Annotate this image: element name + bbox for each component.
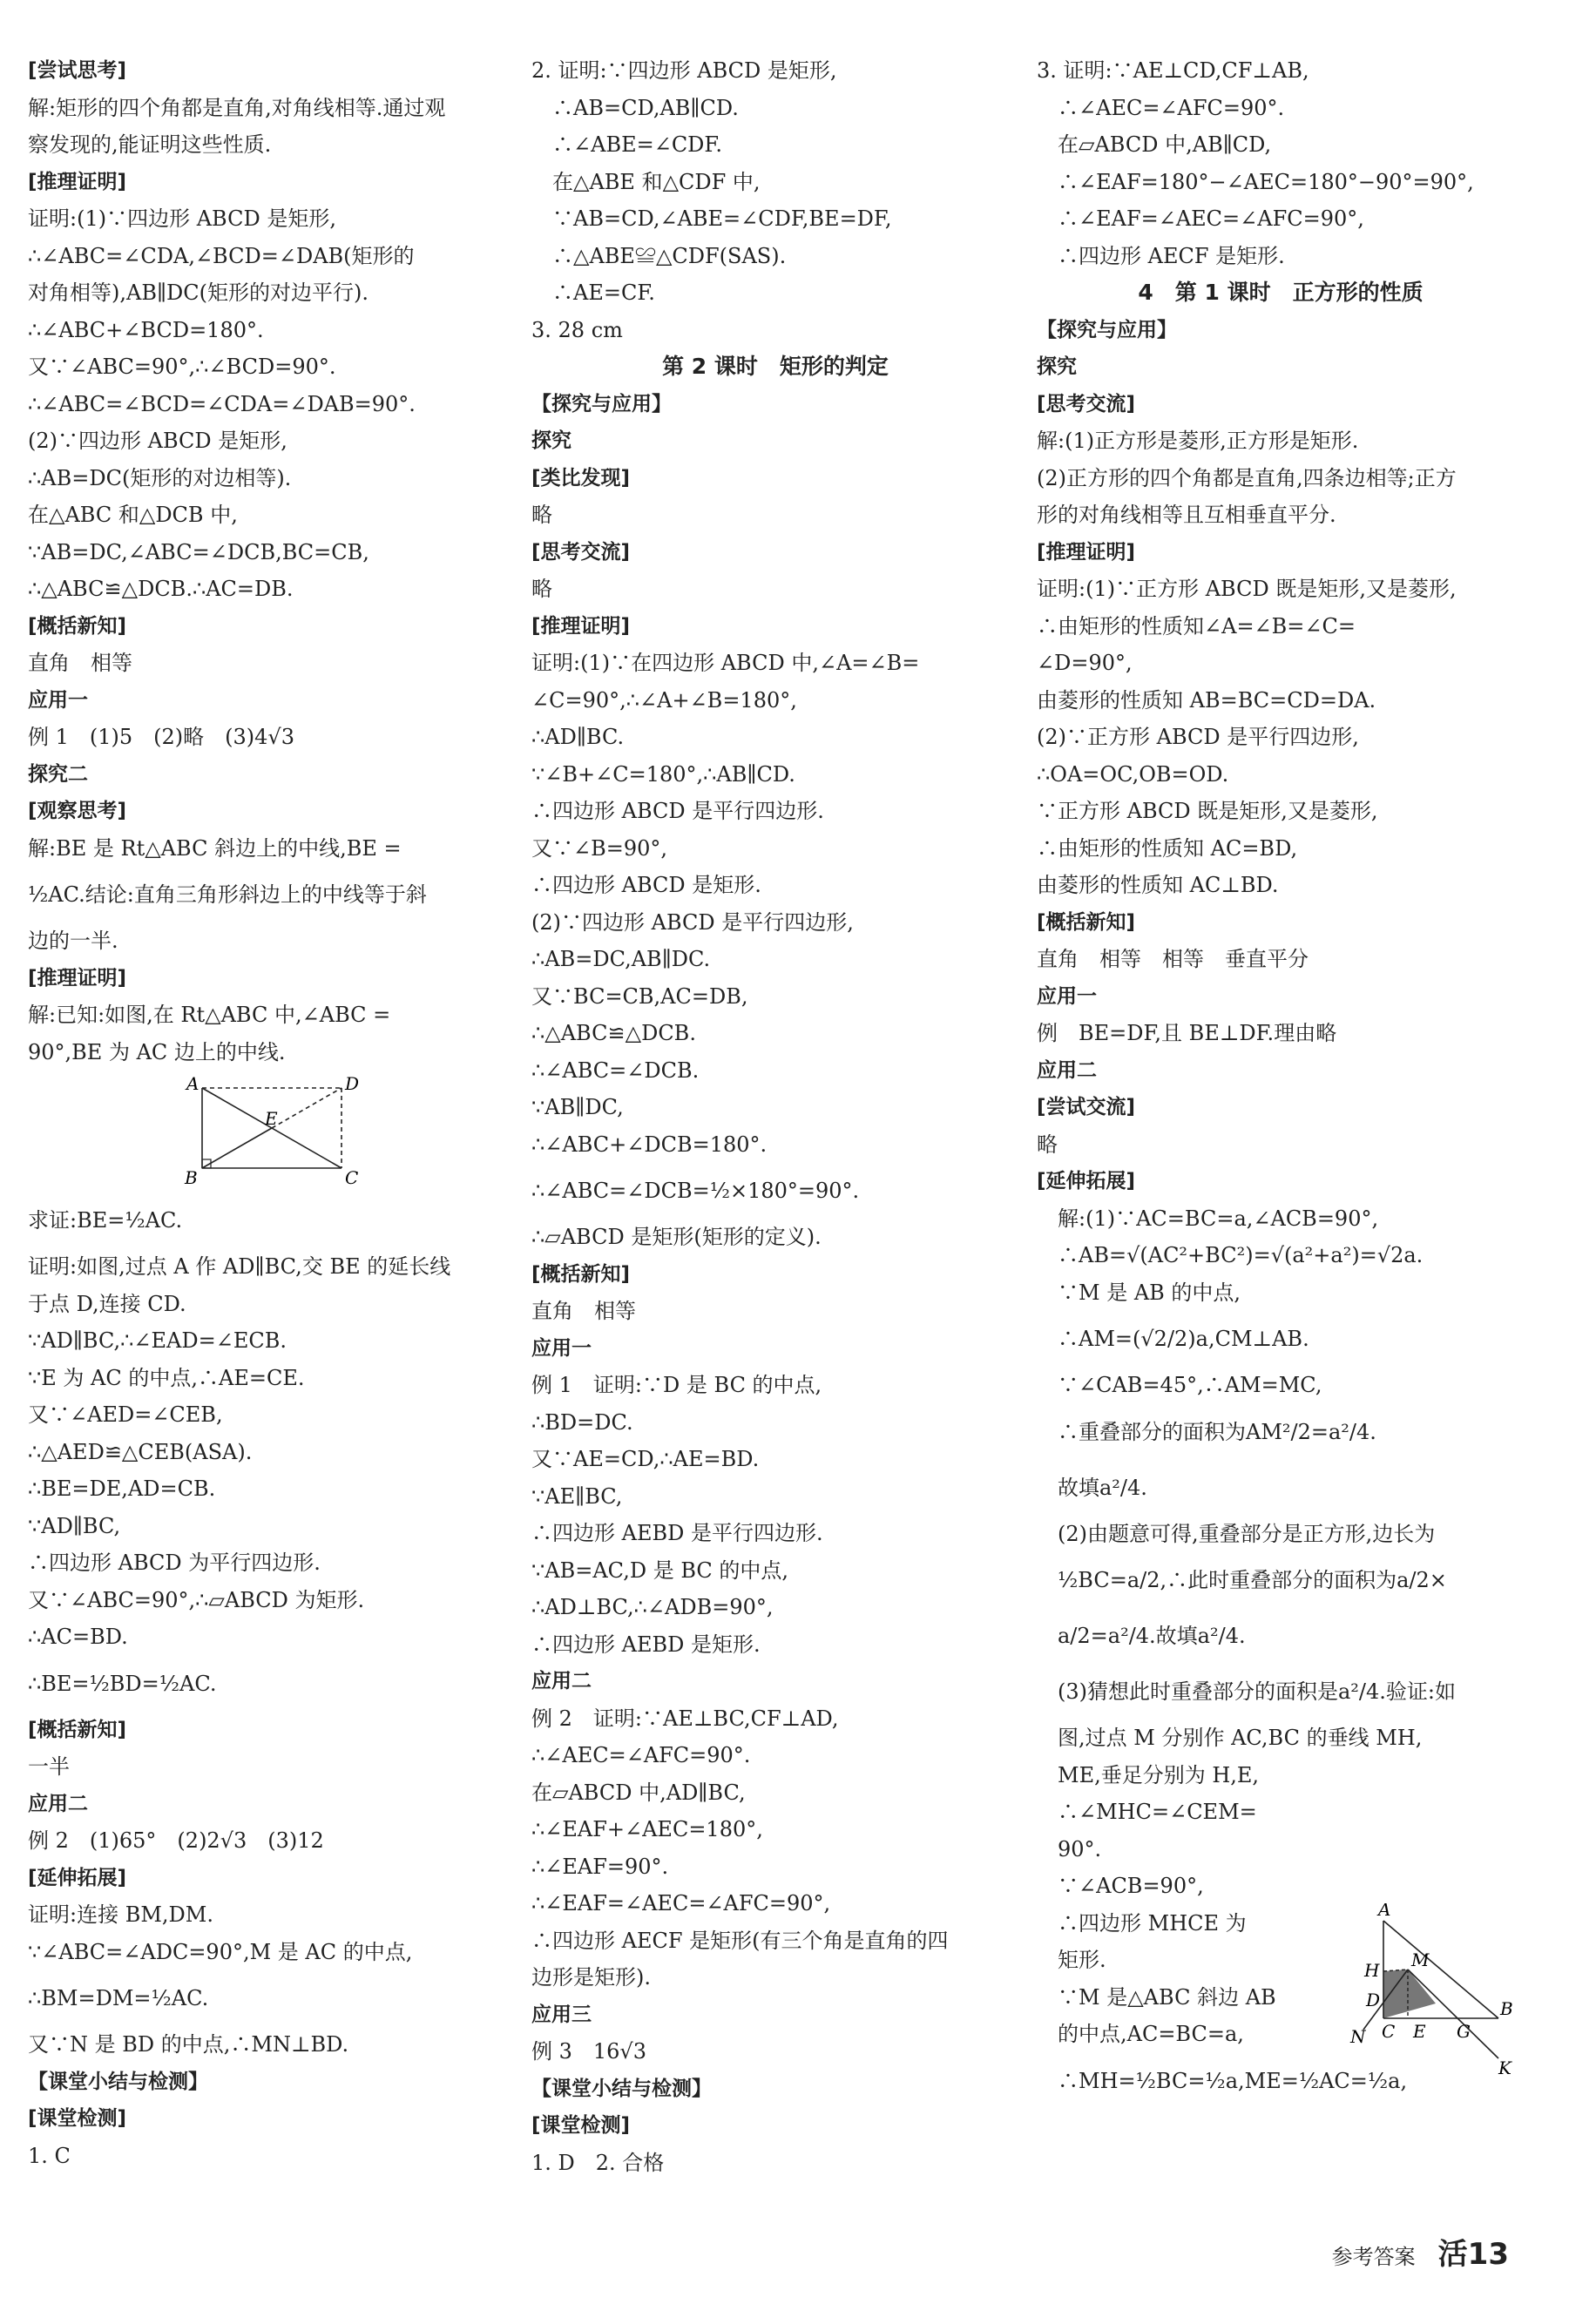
text-line: ∴∠ABE=∠CDF. — [531, 132, 722, 157]
text-line: 解:矩形的四个角都是直角,对角线相等.通过观 — [28, 95, 446, 120]
text-line: ∵AB=CD,∠ABE=∠CDF,BE=DF, — [531, 206, 892, 231]
text-line: 3. 证明:∵AE⊥CD,CF⊥AB, — [1037, 58, 1309, 83]
text-line: 略 — [1037, 1132, 1058, 1157]
fig2-label: C — [1382, 2021, 1396, 2042]
text-line: ∴∠ABC=∠DCB. — [531, 1057, 700, 1083]
text-line: 对角相等),AB∥DC(矩形的对边平行). — [28, 280, 369, 305]
text-line: 直角 相等 — [531, 1299, 636, 1323]
text-line: 于点 D,连接 CD. — [28, 1291, 186, 1316]
text-line: 例 2 (1)65° (2)2√3 (3)12 — [28, 1828, 324, 1853]
text-line: ME,垂足分别为 H,E, — [1037, 1762, 1260, 1787]
text-line: ∴∠EAF+∠AEC=180°, — [531, 1817, 763, 1841]
text-line: 例 1 证明:∵D 是 BC 的中点, — [531, 1373, 822, 1397]
text-line: 解:已知:如图,在 Rt△ABC 中,∠ABC = — [28, 1003, 391, 1027]
text-line: 例 3 16√3 — [531, 2039, 646, 2064]
text-line: ∴BM=DM=½AC. — [28, 1986, 209, 2010]
text-line: 证明:如图,过点 A 作 AD∥BC,交 BE 的延长线 — [28, 1254, 451, 1279]
text-line: 应用一 — [1037, 984, 1097, 1008]
text-line: 的中点,AC=BC=a, — [1037, 2022, 1244, 2046]
text-line: 应用二 — [28, 1792, 88, 1815]
text-line: ∴MH=½BC=½a,ME=½AC=½a, — [1037, 2068, 1408, 2093]
text-line: ∴∠ABC=∠DCB=½×180°=90°. — [531, 1179, 860, 1203]
text-line: (2)由题意可得,重叠部分是正方形,边长为 — [1037, 1521, 1436, 1546]
text-line: 2. 证明:∵四边形 ABCD 是矩形, — [531, 58, 837, 83]
text-line: 故填a²/4. — [1037, 1475, 1147, 1500]
text-line: 90°. — [1037, 1836, 1102, 1861]
text-line: ∵AE∥BC, — [531, 1483, 623, 1509]
text-line: 求证:BE=½AC. — [28, 1208, 183, 1233]
text-line: ∴AD∥BC. — [531, 725, 625, 749]
text-line: ∴四边形 ABCD 是矩形. — [531, 873, 761, 897]
text-line: [思考交流] — [531, 540, 631, 564]
text-line: 【课堂小结与检测】 — [531, 2077, 712, 2100]
text-line: [观察思考] — [28, 800, 127, 822]
text-line: ∴BD=DC. — [531, 1409, 633, 1435]
text-line: ∵∠ABC=∠ADC=90°,M 是 AC 的中点, — [28, 1939, 413, 1964]
column-right — [1037, 52, 1525, 2109]
text-line: ∴重叠部分的面积为AM²/2=a²/4. — [1037, 1419, 1376, 1444]
fig2-label: A — [1378, 1903, 1391, 1920]
text-line: ∴AD⊥BC,∴∠ADB=90°, — [531, 1595, 774, 1619]
text-line: ∴由矩形的性质知 AC=BD, — [1037, 835, 1298, 861]
text-line: ½BC=a/2,∴此时重叠部分的面积为a/2× — [1037, 1568, 1447, 1592]
text-line: (2)正方形的四个角都是直角,四条边相等;正方 — [1037, 465, 1457, 490]
fig2-label: H — [1364, 1960, 1380, 1981]
text-line: 1. D 2. 合格 — [531, 2150, 665, 2175]
text-line: ∴△ABE≌△CDF(SAS). — [531, 243, 787, 268]
text-line: (2)∵四边形 ABCD 是矩形, — [28, 429, 287, 453]
text-line: [概括新知] — [28, 1718, 127, 1741]
text-line: 直角 相等 相等 垂直平分 — [1037, 947, 1309, 971]
text-line: 边的一半. — [28, 929, 118, 953]
text-line: 【探究与应用】 — [1037, 318, 1177, 341]
text-line: ∵M 是△ABC 斜边 AB — [1037, 1984, 1276, 2010]
text-line: 证明:(1)∵在四边形 ABCD 中,∠A=∠B= — [531, 651, 920, 675]
text-line: ∴AE=CF. — [531, 280, 655, 305]
text-line: ∵E 为 AC 的中点,∴AE=CE. — [28, 1365, 305, 1390]
text-line: ∴AB=DC(矩形的对边相等). — [28, 465, 292, 490]
text-line: ∵正方形 ABCD 既是矩形,又是菱形, — [1037, 799, 1378, 823]
fig1-label: B — [185, 1167, 198, 1188]
text-line: 解:(1)正方形是菱形,正方形是矩形. — [1037, 429, 1359, 453]
text-line: ∴四边形 AECF 是矩形(有三个角是直角的四 — [531, 1928, 949, 1953]
text-line: 【课堂小结与检测】 — [28, 2070, 208, 2093]
text-line: ∴AB=CD,AB∥CD. — [531, 95, 739, 120]
text-line: (3)猜想此时重叠部分的面积是a²/4.验证:如 — [1037, 1679, 1456, 1704]
text-line: 由菱形的性质知 AC⊥BD. — [1037, 873, 1279, 897]
text-line: [尝试交流] — [1037, 1096, 1136, 1118]
fig2-label: N — [1350, 2026, 1366, 2047]
text-line: 90°,BE 为 AC 边上的中线. — [28, 1039, 286, 1064]
text-line: ∴△ABC≌△DCB.∴AC=DB. — [28, 577, 294, 601]
text-line: [概括新知] — [28, 614, 127, 638]
page-number: 活13 — [1437, 2237, 1509, 2272]
text-line: ∴∠EAF=∠AEC=∠AFC=90°, — [531, 1891, 831, 1915]
text-line: ∴AC=BD. — [28, 1625, 128, 1649]
fig1-label: D — [345, 1073, 360, 1094]
text-line: 在▱ABCD 中,AB∥CD, — [1037, 132, 1272, 157]
text-line: ∴△ABC≌△DCB. — [531, 1021, 696, 1045]
text-line: ½AC.结论:直角三角形斜边上的中线等于斜 — [28, 882, 427, 907]
text-line: ∵AD∥BC,∴∠EAD=∠ECB. — [28, 1328, 287, 1353]
text-line: 又∵∠AED=∠CEB, — [28, 1402, 223, 1427]
text-line: 形的对角线相等且互相垂直平分. — [1037, 503, 1336, 527]
column-left — [28, 52, 516, 2174]
text-line: ∴△AED≌△CEB(ASA). — [28, 1439, 253, 1464]
text-line: 探究二 — [28, 762, 88, 786]
text-line: a/2=a²/4.故填a²/4. — [1037, 1624, 1246, 1648]
fig2-label: G — [1457, 2021, 1471, 2042]
text-line: ∴BE=DE,AD=CB. — [28, 1476, 216, 1501]
text-line: 察发现的,能证明这些性质. — [28, 132, 272, 157]
text-line: ∴∠EAF=90°. — [531, 1854, 669, 1879]
text-line: 边形是矩形). — [531, 1965, 651, 1990]
text-line: ∴∠ABC=∠BCD=∠CDA=∠DAB=90°. — [28, 391, 416, 416]
text-line: 探究 — [531, 429, 571, 452]
text-line: 又∵∠ABC=90°,∴▱ABCD 为矩形. — [28, 1587, 365, 1612]
text-line: ∴四边形 AEBD 是矩形. — [531, 1632, 761, 1657]
text-line: [推理证明] — [28, 170, 127, 193]
figure-triangle — [1333, 1903, 1516, 2078]
text-line: ∴∠AEC=∠AFC=90°. — [531, 1743, 751, 1767]
fig1-label: A — [186, 1073, 200, 1094]
text-line: ∴∠MHC=∠CEM= — [1037, 1800, 1257, 1824]
figure-rectangle — [28, 1071, 516, 1193]
text-line: 解:(1)∵AC=BC=a,∠ACB=90°, — [1037, 1206, 1379, 1231]
text-line: ∴▱ABCD 是矩形(矩形的定义). — [531, 1225, 822, 1249]
column-middle — [531, 52, 1019, 2181]
text-line: [课堂检测] — [28, 2107, 127, 2130]
text-line: ∴AB=√(AC²+BC²)=√(a²+a²)=√2a. — [1037, 1243, 1424, 1267]
text-line: 图,过点 M 分别作 AC,BC 的垂线 MH, — [1037, 1726, 1423, 1750]
text-line: 1. C — [28, 2143, 71, 2168]
text-line: ∴四边形 AECF 是矩形. — [1037, 243, 1285, 268]
text-line: 证明:(1)∵四边形 ABCD 是矩形, — [28, 206, 336, 231]
text-line: ∵M 是 AB 的中点, — [1037, 1280, 1241, 1305]
fig2-label: M — [1411, 1949, 1430, 1970]
fig2-label: D — [1366, 1990, 1381, 2010]
text-line: ∴∠AEC=∠AFC=90°. — [1037, 95, 1285, 120]
text-line: 第 2 课时 矩形的判定 — [662, 354, 889, 379]
text-line: ∴∠EAF=∠AEC=∠AFC=90°, — [1037, 206, 1364, 231]
text-line: 探究 — [1037, 355, 1077, 378]
text-line: ∴四边形 ABCD 是平行四边形. — [531, 799, 824, 823]
text-line: 略 — [531, 503, 552, 527]
text-line: 应用一 — [28, 688, 88, 712]
text-line: 在△ABE 和△CDF 中, — [531, 169, 761, 194]
fig2-label: E — [1413, 2021, 1426, 2042]
text-line: 解:BE 是 Rt△ABC 斜边上的中线,BE = — [28, 835, 402, 861]
text-line: 例 BE=DF,且 BE⊥DF.理由略 — [1037, 1021, 1337, 1045]
text-line: ∵∠B+∠C=180°,∴AB∥CD. — [531, 761, 795, 787]
text-line: (2)∵正方形 ABCD 是平行四边形, — [1037, 725, 1359, 749]
text-line: ∴OA=OC,OB=OD. — [1037, 761, 1229, 787]
text-line: 应用二 — [531, 1670, 592, 1693]
text-line: 直角 相等 — [28, 651, 132, 675]
text-line: [延伸拓展] — [28, 1866, 127, 1889]
text-line: 4 第 1 课时 正方形的性质 — [1138, 280, 1424, 305]
fig1-label: E — [265, 1108, 278, 1129]
text-line: [推理证明] — [28, 966, 127, 990]
text-line: ∴四边形 ABCD 为平行四边形. — [28, 1551, 321, 1575]
text-line: 略 — [531, 577, 552, 601]
text-line: 例 2 证明:∵AE⊥BC,CF⊥AD, — [531, 1706, 839, 1731]
text-line: [概括新知] — [531, 1262, 631, 1286]
text-line: ∵AD∥BC, — [28, 1513, 121, 1538]
text-line: ∴AB=DC,AB∥DC. — [531, 947, 711, 971]
fig1-label: C — [345, 1167, 359, 1188]
text-line: ∴∠ABC+∠DCB=180°. — [531, 1132, 768, 1157]
text-line: ∴∠EAF=180°−∠AEC=180°−90°=90°, — [1037, 169, 1474, 194]
text-line: 应用二 — [1037, 1058, 1097, 1082]
text-line: ∵AB=DC,∠ABC=∠DCB,BC=CB, — [28, 539, 369, 564]
text-line: ∵∠ACB=90°, — [1037, 1874, 1204, 1898]
text-line: 一半 — [28, 1754, 70, 1779]
text-line: ∴∠ABC=∠CDA,∠BCD=∠DAB(矩形的 — [28, 243, 415, 268]
text-line: 证明:连接 BM,DM. — [28, 1902, 213, 1927]
text-line: ∠D=90°, — [1037, 651, 1133, 675]
text-line: ∵AB∥DC, — [531, 1095, 624, 1119]
text-line: 证明:(1)∵正方形 ABCD 既是矩形,又是菱形, — [1037, 577, 1457, 601]
text-line: ∴AM=(√2/2)a,CM⊥AB. — [1037, 1327, 1309, 1351]
text-line: [类比发现] — [531, 466, 631, 490]
text-line: ∵AB=AC,D 是 BC 的中点, — [531, 1557, 789, 1583]
footer-label: 参考答案 — [1331, 2245, 1416, 2269]
text-line: ∴四边形 AEBD 是平行四边形. — [531, 1521, 823, 1545]
text-line: 3. 28 cm — [531, 317, 623, 342]
text-line: (2)∵四边形 ABCD 是平行四边形, — [531, 909, 854, 935]
text-line: [思考交流] — [1037, 392, 1136, 416]
text-line: ∠C=90°,∴∠A+∠B=180°, — [531, 687, 797, 713]
text-line: 又∵∠B=90°, — [531, 835, 668, 861]
text-line: 又∵BC=CB,AC=DB, — [531, 983, 748, 1009]
text-line: [尝试思考] — [28, 59, 127, 82]
text-line: ∴∠ABC+∠BCD=180°. — [28, 317, 264, 342]
text-line: ∴四边形 MHCE 为 — [1037, 1910, 1247, 1936]
text-line: [推理证明] — [1037, 540, 1136, 564]
text-line: 在△ABC 和△DCB 中, — [28, 503, 238, 527]
text-line: 【探究与应用】 — [531, 392, 672, 416]
text-line: 在▱ABCD 中,AD∥BC, — [531, 1780, 746, 1805]
text-line: 又∵AE=CD,∴AE=BD. — [531, 1447, 760, 1471]
text-line: [课堂检测] — [531, 2114, 631, 2137]
fig2-label: K — [1498, 2057, 1511, 2078]
text-line: ∵∠CAB=45°,∴AM=MC, — [1037, 1373, 1322, 1397]
text-line: 又∵∠ABC=90°,∴∠BCD=90°. — [28, 355, 336, 379]
text-line: 矩形. — [1037, 1948, 1106, 1972]
text-line: ∴BE=½BD=½AC. — [28, 1671, 217, 1696]
text-line: [延伸拓展] — [1037, 1170, 1136, 1193]
text-line: 例 1 (1)5 (2)略 (3)4√3 — [28, 725, 294, 749]
text-line: [概括新知] — [1037, 910, 1136, 934]
text-line: 由菱形的性质知 AB=BC=CD=DA. — [1037, 687, 1376, 713]
text-line: 又∵N 是 BD 的中点,∴MN⊥BD. — [28, 2032, 349, 2057]
text-line: 应用一 — [531, 1336, 592, 1360]
text-line: [推理证明] — [531, 614, 631, 638]
text-line: 应用三 — [531, 2003, 592, 2026]
fig2-label: B — [1500, 1998, 1513, 2019]
text-line: ∴由矩形的性质知∠A=∠B=∠C= — [1037, 613, 1356, 638]
page-footer — [1332, 2230, 1509, 2273]
